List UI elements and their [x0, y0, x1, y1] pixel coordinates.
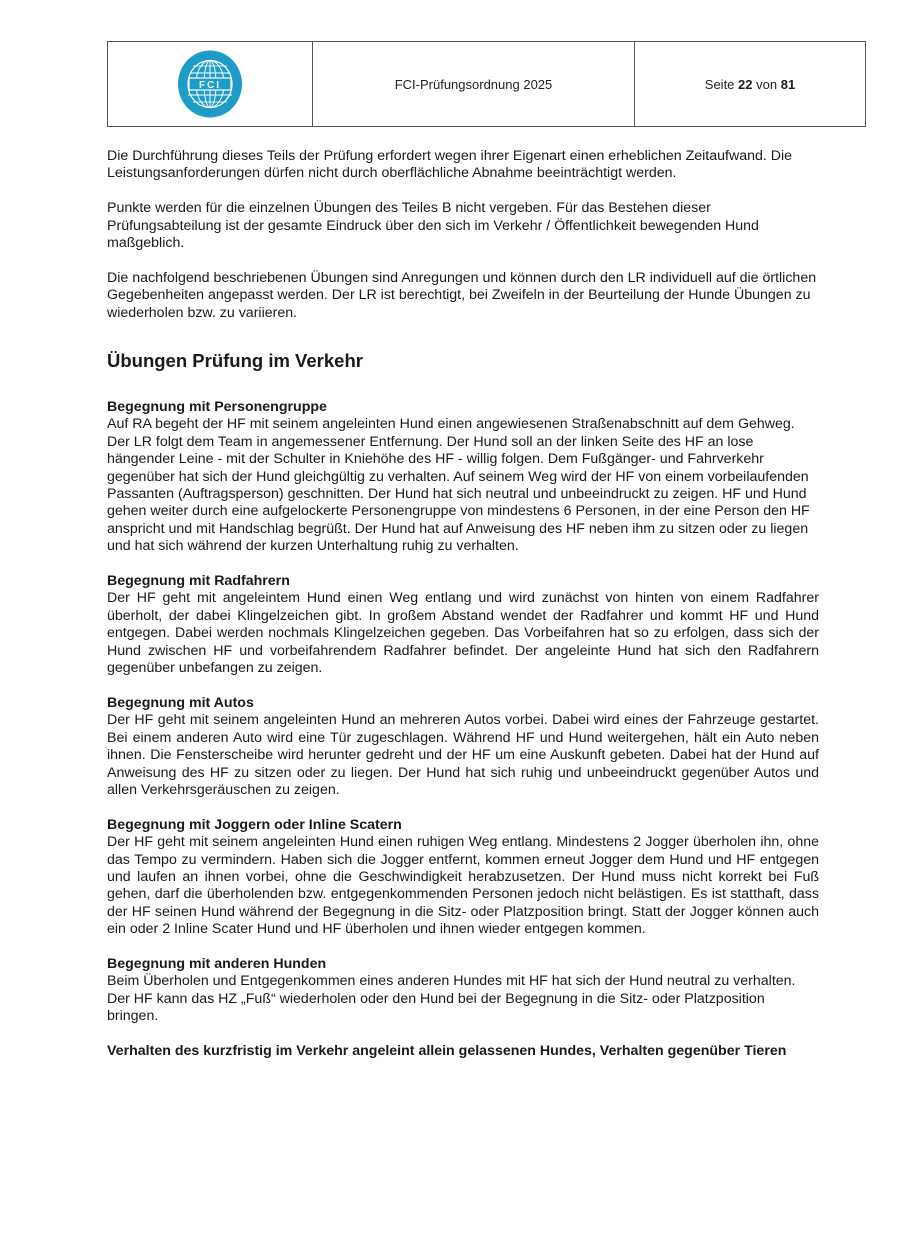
intro-paragraph: Punkte werden für die einzelnen Übungen des Teiles B nicht vergeben. Für das Bestehen dieser Prüfungsabteilung ist der gesamte Eindruck über den sich im Verkehr / Öffentlichkeit bewegenden Hund maßgeblich. [107, 200, 759, 252]
page-prefix: Seite [704, 76, 735, 92]
intro-paragraph: Die nachfolgend beschriebenen Übungen sind Anregungen und können durch den LR individuell auf die örtlichen Gegebenheiten angepasst werden. Der LR ist berechtigt, bei Zweifeln in der Beurteilung der Hunde Übungen zu wiederholen bzw. zu variieren. [107, 269, 817, 321]
subsection-heading: Verhalten des kurzfristig im Verkehr angeleint allein gelassenen Hundes, Verhalten gegenüber Tieren [107, 1042, 787, 1059]
page-number [635, 42, 865, 126]
exercise-title: Begegnung mit Joggern oder Inline Scatern [107, 816, 402, 833]
exercise-title: Begegnung mit Personengruppe [107, 399, 327, 416]
exercise-autos [107, 695, 819, 799]
exercise-joggern [107, 817, 819, 939]
exercise-radfahrern [107, 573, 819, 677]
document-title: FCI-Prüfungsordnung 2025 [313, 42, 635, 126]
document-body [107, 148, 819, 1060]
exercise-title: Begegnung mit Autos [107, 694, 254, 711]
page-header-table [107, 41, 866, 127]
exercise-body: Beim Überholen und Entgegenkommen eines anderen Hundes mit HF hat sich der Hund neutral zu verhalten. Der HF kann das HZ „Fuß“ wiederholen oder den Hund bei der Begegnung in die Sitz- oder Platzposition bringen. [107, 973, 796, 1025]
page-middle: von [756, 76, 778, 92]
fci-globe-logo-icon [176, 49, 244, 119]
exercise-personengruppe [107, 399, 819, 556]
page-total: 81 [780, 76, 796, 92]
intro-paragraph: Die Durchführung dieses Teils der Prüfung erfordert wegen ihrer Eigenart einen erheblichen Zeitaufwand. Die Leistungsanforderungen dürfen nicht durch oberflächliche Abnahme beeinträchtigt werden. [107, 148, 793, 182]
exercise-andere-hunde [107, 956, 819, 1026]
exercise-body: Der HF geht mit angeleintem Hund einen Weg entlang und wird zunächst von hinten von einem Radfahrer überholt, der dabei Klingelzeichen gibt. In großem Abstand wendet der Radfahrer und kommt HF und Hund entgegen. Dabei werden nochmals Klingelzeichen gegeben. Das Vorbeifahren hat so zu erfolgen, dass sich der Hund zwischen HF und vorbeifahrendem Radfahrer befindet. Der angeleinte Hund hat sich den Radfahrern gegenüber unbefangen zu zeigen. [107, 590, 819, 677]
exercise-title: Begegnung mit Radfahrern [107, 573, 290, 590]
exercise-title: Begegnung mit anderen Hunden [107, 955, 327, 972]
exercise-body: Der HF geht mit seinem angeleinten Hund einen ruhigen Weg entlang. Mindestens 2 Jogger überholen ihn, ohne das Tempo zu vermindern. Haben sich die Jogger entfernt, kommen erneut Jogger dem Hund und HF entgegen und laufen an ihnen vorbei, ohne die Geschwindigkeit herabzusetzen. Der Hund muss nicht korrekt bei Fuß gehen, darf die überholenden bzw. entgegenkommenden Personen jedoch nicht belästigen. Es ist statthaft, dass der HF seinen Hund während der Begegnung in die Sitz- oder Platzposition bringt. Statt der Jogger können auch ein oder 2 Inline Scater Hund und HF überholen und ihnen wieder entgegen kommen. [107, 834, 819, 938]
section-heading: Übungen Prüfung im Verkehr [107, 350, 363, 372]
page-current: 22 [738, 76, 753, 92]
svg-text:FCI: FCI [198, 80, 222, 91]
header-logo-cell [108, 42, 313, 126]
exercise-body: Der HF geht mit seinem angeleinten Hund an mehreren Autos vorbei. Dabei wird eines der Fahrzeuge gestartet. Bei einem anderen Auto wird eine Tür zugeschlagen. Während HF und Hund weitergehen, hält ein Auto neben ihnen. Die Fensterscheibe wird herunter gedreht und der HF um eine Auskunft gebeten. Dabei hat der Hund auf Anweisung des HF zu sitzen oder zu liegen. Der Hund hat sich ruhig und unbeeindruckt gegenüber Autos und allen Verkehrsgeräuschen zu zeigen. [107, 712, 819, 798]
exercise-body: Auf RA begeht der HF mit seinem angeleinten Hund einen angewiesenen Straßenabschnitt auf dem Gehweg. Der LR folgt dem Team in angemessener Entfernung. Der Hund soll an der linken Seite des HF an lose hängender Leine - mit der Schulter in Kniehöhe des HF - willig folgen. Dem Fußgänger- und Fahrverkehr gegenüber hat sich der Hund gleichgültig zu verhalten. Auf seinem Weg wird der HF von einem vorbeilaufenden Passanten (Auftragsperson) geschnitten. Der Hund hat sich neutral und unbeeindruckt zu zeigen. HF und Hund gehen weiter durch eine aufgelockerte Personengruppe von mindestens 6 Personen, in der eine Person den HF anspricht und mit Handschlag begrüßt. Der Hund hat auf Anweisung des HF neben ihm zu sitzen oder zu liegen und hat sich während der kurzen Unterhaltung ruhig zu verhalten. [107, 416, 810, 555]
